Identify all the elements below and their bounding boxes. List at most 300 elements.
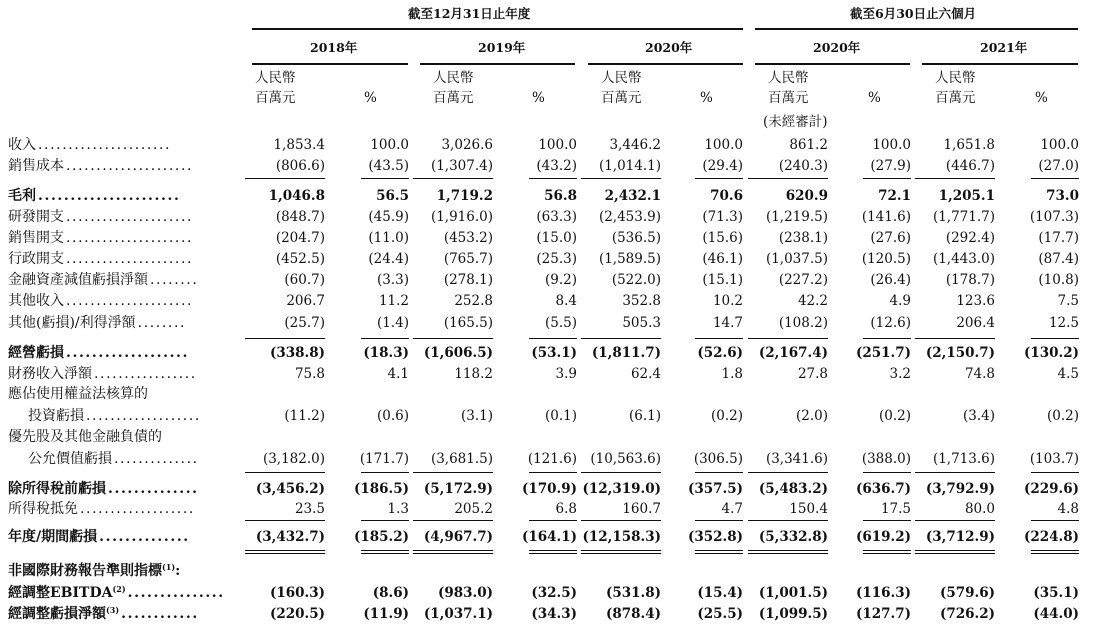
percent-cell: 4.7 <box>721 501 743 517</box>
amount-cell: (338.8) <box>269 345 325 361</box>
amount-cell: (1,219.5) <box>765 209 828 225</box>
amount-cell: (108.2) <box>778 315 828 331</box>
amount-cell: 23.5 <box>294 501 325 517</box>
percent-cell: (10.8) <box>1038 272 1079 288</box>
percent-cell: (0.2) <box>1046 408 1079 424</box>
amount-cell: (3,792.9) <box>925 481 995 497</box>
amount-cell: (5,332.8) <box>758 529 828 545</box>
column-rule <box>1031 338 1079 339</box>
row-label <box>8 158 193 174</box>
percent-cell: (8.6) <box>372 585 409 601</box>
amount-cell: (25.7) <box>284 315 325 331</box>
year-rule-2021-h1 <box>922 63 1078 65</box>
column-rule <box>245 550 325 551</box>
amount-cell: (1,771.7) <box>932 209 995 225</box>
row-label-text: 其他收入 <box>8 293 64 309</box>
row-label <box>8 606 199 622</box>
amount-cell: 80.0 <box>964 501 995 517</box>
amount-cell: (238.1) <box>778 230 828 246</box>
column-rule <box>581 520 661 521</box>
percent-cell: (53.1) <box>531 345 577 361</box>
percent-cell: (27.6) <box>870 230 911 246</box>
row-label-text: 經調整EBITDA <box>8 585 113 601</box>
header-rule-six-month <box>755 28 1078 30</box>
percent-cell: (43.5) <box>368 158 409 174</box>
percent-cell: 56.8 <box>544 188 577 204</box>
percent-cell: 1.8 <box>721 366 743 382</box>
amount-cell: (579.6) <box>939 585 995 601</box>
amount-cell: 352.8 <box>622 293 661 309</box>
percent-cell: (121.6) <box>527 451 577 467</box>
column-double-rule <box>245 553 325 554</box>
amount-cell: (165.5) <box>443 315 493 331</box>
percent-cell: (17.7) <box>1038 230 1079 246</box>
percent-cell: 73.0 <box>1046 188 1079 204</box>
leader-dots: .............. <box>99 529 190 545</box>
percent-cell: (229.6) <box>1023 481 1079 497</box>
unit-millions-label: 百萬元 <box>255 90 296 106</box>
amount-cell: (178.7) <box>945 272 995 288</box>
column-rule <box>863 338 911 339</box>
percent-cell: (3.3) <box>376 272 409 288</box>
amount-cell: (3,456.2) <box>255 481 325 497</box>
percent-cell: (164.1) <box>521 529 577 545</box>
column-rule <box>529 338 577 339</box>
percent-cell: 100.0 <box>1040 137 1079 153</box>
percent-cell: (15.4) <box>697 585 743 601</box>
column-rule <box>748 178 828 179</box>
year-header-2019: 2019年 <box>478 40 526 55</box>
leader-dots: ..................... <box>66 209 194 225</box>
unit-percent-label: % <box>364 90 377 106</box>
unit-currency-label: 人民幣 <box>433 70 474 86</box>
amount-cell: (6.1) <box>628 408 661 424</box>
unit-currency-label: 人民幣 <box>255 70 296 86</box>
percent-cell: 72.1 <box>878 188 911 204</box>
amount-cell: 118.2 <box>454 366 493 382</box>
amount-cell: (446.7) <box>945 158 995 174</box>
row-label <box>28 408 201 424</box>
percent-cell: 1.3 <box>387 501 409 517</box>
amount-cell: (10,563.6) <box>590 451 661 467</box>
row-label-text: 金融資產減值虧損淨額 <box>8 272 148 288</box>
row-label-text: 非國際財務報告準則指標 <box>8 563 162 579</box>
amount-cell: 150.4 <box>789 501 828 517</box>
amount-cell: (1,037.1) <box>423 606 493 622</box>
percent-cell: 4.9 <box>889 293 911 309</box>
column-rule <box>581 178 661 179</box>
column-rule <box>1031 178 1079 179</box>
column-rule <box>413 338 493 339</box>
amount-cell: (1,037.5) <box>765 251 828 267</box>
year-rule-2020-h1 <box>755 63 910 65</box>
column-rule <box>915 178 995 179</box>
amount-cell: (806.6) <box>275 158 325 174</box>
leader-dots: ..................... <box>66 293 194 309</box>
amount-cell: (2.0) <box>795 408 828 424</box>
row-label-text: 研發開支 <box>8 209 64 225</box>
percent-cell: 100.0 <box>704 137 743 153</box>
row-label-text: 優先股及其他金融負債的 <box>8 429 162 445</box>
percent-cell: (34.3) <box>531 606 577 622</box>
percent-cell: (32.5) <box>531 585 577 601</box>
column-rule <box>413 520 493 521</box>
column-rule <box>915 550 995 551</box>
leader-dots: ............ <box>121 606 199 622</box>
column-rule <box>748 338 828 339</box>
percent-cell: (27.0) <box>1038 158 1079 174</box>
amount-cell: (1,811.7) <box>591 345 661 361</box>
percent-cell: (130.2) <box>1023 345 1079 361</box>
percent-cell: (0.2) <box>710 408 743 424</box>
unit-percent-label: % <box>1035 90 1048 106</box>
amount-cell: (1,001.5) <box>758 585 828 601</box>
unit-millions-label: 百萬元 <box>935 90 976 106</box>
column-rule <box>413 550 493 551</box>
percent-cell: (141.6) <box>861 209 911 225</box>
column-rule <box>1031 550 1079 551</box>
amount-cell: (726.2) <box>939 606 995 622</box>
column-rule <box>695 338 743 339</box>
amount-cell: (3,341.6) <box>765 451 828 467</box>
row-label <box>8 429 162 445</box>
amount-cell: (240.3) <box>778 158 828 174</box>
leader-dots: .............. <box>114 451 199 467</box>
amount-cell: (3.4) <box>962 408 995 424</box>
column-rule <box>245 472 325 473</box>
percent-cell: (186.5) <box>353 481 409 497</box>
amount-cell: (1,099.5) <box>758 606 828 622</box>
percent-cell: (24.4) <box>368 251 409 267</box>
percent-cell: 14.7 <box>712 315 743 331</box>
amount-cell: 27.8 <box>797 366 828 382</box>
column-double-rule <box>695 553 743 554</box>
amount-cell: (536.5) <box>611 230 661 246</box>
leader-dots: .............. <box>108 481 199 497</box>
percent-cell: (107.3) <box>1029 209 1079 225</box>
amount-cell: 1,719.2 <box>436 188 493 204</box>
column-rule <box>529 472 577 473</box>
amount-cell: (522.0) <box>611 272 661 288</box>
percent-cell: 10.2 <box>712 293 743 309</box>
column-rule <box>529 520 577 521</box>
amount-cell: (3,182.0) <box>262 451 325 467</box>
percent-cell: 3.2 <box>889 366 911 382</box>
percent-cell: (306.5) <box>693 451 743 467</box>
percent-cell: (0.6) <box>376 408 409 424</box>
row-label <box>8 272 198 288</box>
unit-currency-label: 人民幣 <box>601 70 642 86</box>
percent-cell: (0.1) <box>544 408 577 424</box>
leader-dots: ................... <box>86 408 201 424</box>
row-label-text: 財務收入淨額 <box>8 366 92 382</box>
footnote-marker: (2) <box>112 584 126 594</box>
amount-cell: (3,712.9) <box>925 529 995 545</box>
column-rule <box>695 550 743 551</box>
row-label <box>28 451 199 467</box>
column-double-rule <box>748 553 828 554</box>
amount-cell: (983.0) <box>437 585 493 601</box>
amount-cell: (3.1) <box>460 408 493 424</box>
column-rule <box>245 520 325 521</box>
amount-cell: 620.9 <box>785 188 828 204</box>
amount-cell: (204.7) <box>275 230 325 246</box>
row-label <box>8 251 193 267</box>
amount-cell: (848.7) <box>275 209 325 225</box>
unit-millions-label: 百萬元 <box>601 90 642 106</box>
column-rule <box>748 472 828 473</box>
percent-cell: (11.9) <box>363 606 409 622</box>
amount-cell: 42.2 <box>797 293 828 309</box>
column-rule <box>581 472 661 473</box>
footnote-marker: (1) <box>162 562 176 572</box>
amount-cell: (1,916.0) <box>430 209 493 225</box>
row-label <box>8 386 148 402</box>
percent-cell: (9.2) <box>544 272 577 288</box>
percent-cell: (15.6) <box>702 230 743 246</box>
unit-percent-label: % <box>532 90 545 106</box>
row-label-text: 除所得稅前虧損 <box>8 481 106 497</box>
amount-cell: 3,026.6 <box>441 137 493 153</box>
amount-cell: 2,432.1 <box>604 188 661 204</box>
amount-cell: (11.2) <box>284 408 325 424</box>
percent-cell: 11.2 <box>378 293 409 309</box>
unit-currency-label: 人民幣 <box>768 70 809 86</box>
amount-cell: (278.1) <box>443 272 493 288</box>
percent-cell: 3.9 <box>555 366 577 382</box>
leader-dots: ........ <box>150 272 199 288</box>
column-double-rule <box>915 553 995 554</box>
percent-cell: (18.3) <box>363 345 409 361</box>
column-rule <box>695 520 743 521</box>
column-double-rule <box>1031 553 1079 554</box>
percent-cell: (127.7) <box>855 606 911 622</box>
leader-dots: ............... <box>127 585 225 601</box>
percent-cell: (45.9) <box>368 209 409 225</box>
unit-percent-label: % <box>868 90 881 106</box>
percent-cell: 6.8 <box>555 501 577 517</box>
percent-cell: (25.3) <box>536 251 577 267</box>
percent-cell: (224.8) <box>1023 529 1079 545</box>
column-rule <box>748 550 828 551</box>
year-header-2021-h1: 2021年 <box>980 40 1028 55</box>
amount-cell: (765.7) <box>443 251 493 267</box>
row-label-text: 公允價值虧損 <box>28 451 112 467</box>
percent-cell: (5.5) <box>544 315 577 331</box>
column-rule <box>695 178 743 179</box>
header-group-full-year: 截至12月31日止年度 <box>408 6 531 21</box>
percent-cell: (71.3) <box>702 209 743 225</box>
row-label-text: 銷售成本 <box>8 158 64 174</box>
amount-cell: (12,319.0) <box>582 481 661 497</box>
row-label-suffix: : <box>175 563 181 579</box>
percent-cell: (52.6) <box>697 345 743 361</box>
amount-cell: 252.8 <box>454 293 493 309</box>
year-header-2020-h1: 2020年 <box>813 40 861 55</box>
percent-cell: (12.6) <box>870 315 911 331</box>
amount-cell: 861.2 <box>789 137 828 153</box>
leader-dots: ................. <box>94 366 197 382</box>
row-label <box>8 481 199 497</box>
amount-cell: (227.2) <box>778 272 828 288</box>
percent-cell: 56.5 <box>376 188 409 204</box>
column-rule <box>361 550 409 551</box>
column-rule <box>529 178 577 179</box>
percent-cell: (388.0) <box>861 451 911 467</box>
percent-cell: 100.0 <box>872 137 911 153</box>
row-label-text: 收入 <box>8 137 36 153</box>
percent-cell: 70.6 <box>710 188 743 204</box>
percent-cell: (15.1) <box>702 272 743 288</box>
percent-cell: 12.5 <box>1048 315 1079 331</box>
percent-cell: (116.3) <box>855 585 911 601</box>
amount-cell: (1,713.6) <box>932 451 995 467</box>
unit-millions-label: 百萬元 <box>768 90 809 106</box>
amount-cell: (220.5) <box>269 606 325 622</box>
column-double-rule <box>863 553 911 554</box>
column-rule <box>529 550 577 551</box>
leader-dots: ........ <box>137 315 187 331</box>
percent-cell: (11.0) <box>368 230 409 246</box>
column-double-rule <box>529 553 577 554</box>
percent-cell: (103.7) <box>1029 451 1079 467</box>
row-label <box>8 529 190 545</box>
percent-cell: (25.5) <box>697 606 743 622</box>
header-rule-full-year <box>252 28 743 30</box>
amount-cell: (531.8) <box>605 585 661 601</box>
row-label <box>8 366 197 382</box>
amount-cell: 206.7 <box>286 293 325 309</box>
amount-cell: 1,046.8 <box>268 188 325 204</box>
year-rule-2019 <box>420 63 575 65</box>
percent-cell: (43.2) <box>536 158 577 174</box>
amount-cell: (453.2) <box>443 230 493 246</box>
amount-cell: (12,158.3) <box>582 529 661 545</box>
amount-cell: (60.7) <box>284 272 325 288</box>
row-label-text: 毛利 <box>8 188 36 204</box>
leader-dots: ..................... <box>66 251 194 267</box>
leader-dots: ................... <box>66 345 190 361</box>
row-label <box>8 563 180 579</box>
row-label-text: 銷售開支 <box>8 230 64 246</box>
amount-cell: (5,483.2) <box>758 481 828 497</box>
percent-cell: 4.5 <box>1057 366 1079 382</box>
row-label-text: 其他(虧損)/利得淨額 <box>8 315 136 331</box>
column-double-rule <box>361 553 409 554</box>
column-rule <box>1031 520 1079 521</box>
percent-cell: (185.2) <box>353 529 409 545</box>
column-rule <box>748 520 828 521</box>
amount-cell: (1,606.5) <box>423 345 493 361</box>
column-rule <box>863 472 911 473</box>
row-label <box>8 315 186 331</box>
column-rule <box>915 472 995 473</box>
column-rule <box>413 472 493 473</box>
amount-cell: 74.8 <box>964 366 995 382</box>
row-label-text: 經調整虧損淨額 <box>8 606 106 622</box>
row-label-text: 投資虧損 <box>28 408 84 424</box>
row-label <box>8 501 195 517</box>
year-rule-2018 <box>252 63 408 65</box>
amount-cell: 160.7 <box>622 501 661 517</box>
amount-cell: (1,589.5) <box>598 251 661 267</box>
header-group-six-month: 截至6月30日止六個月 <box>850 6 977 21</box>
column-rule <box>361 178 409 179</box>
percent-cell: (26.4) <box>870 272 911 288</box>
unit-percent-label: % <box>700 90 713 106</box>
column-rule <box>245 338 325 339</box>
amount-cell: (160.3) <box>269 585 325 601</box>
year-header-2020: 2020年 <box>645 40 693 55</box>
amount-cell: (1,443.0) <box>932 251 995 267</box>
amount-cell: 505.3 <box>622 315 661 331</box>
percent-cell: (619.2) <box>855 529 911 545</box>
year-rule-2020 <box>588 63 743 65</box>
column-rule <box>581 338 661 339</box>
amount-cell: (1,307.4) <box>430 158 493 174</box>
amount-cell: 1,651.8 <box>943 137 995 153</box>
column-rule <box>1031 472 1079 473</box>
column-double-rule <box>413 553 493 554</box>
footnote-marker: (3) <box>106 605 120 615</box>
amount-cell: 1,205.1 <box>938 188 995 204</box>
row-label <box>8 585 225 601</box>
percent-cell: 17.5 <box>880 501 911 517</box>
column-rule <box>915 338 995 339</box>
percent-cell: (27.9) <box>870 158 911 174</box>
amount-cell: 3,446.2 <box>609 137 661 153</box>
amount-cell: (3,681.5) <box>430 451 493 467</box>
amount-cell: 75.8 <box>294 366 325 382</box>
amount-cell: 206.4 <box>956 315 995 331</box>
leader-dots: ..................... <box>66 230 194 246</box>
row-label-text: 年度/期間虧損 <box>8 529 98 545</box>
column-rule <box>245 178 325 179</box>
percent-cell: (29.4) <box>702 158 743 174</box>
percent-cell: (357.5) <box>687 481 743 497</box>
percent-cell: (46.1) <box>702 251 743 267</box>
percent-cell: 4.1 <box>387 366 409 382</box>
percent-cell: (120.5) <box>861 251 911 267</box>
column-rule <box>361 472 409 473</box>
row-label <box>8 188 180 204</box>
row-label <box>8 230 193 246</box>
column-rule <box>863 550 911 551</box>
amount-cell: (2,167.4) <box>758 345 828 361</box>
amount-cell: (2,453.9) <box>598 209 661 225</box>
amount-cell: 123.6 <box>956 293 995 309</box>
percent-cell: 100.0 <box>370 137 409 153</box>
leader-dots: ...................... <box>38 137 172 153</box>
amount-cell: 1,853.4 <box>273 137 325 153</box>
percent-cell: (63.3) <box>536 209 577 225</box>
column-double-rule <box>581 553 661 554</box>
leader-dots: ...................... <box>38 188 181 204</box>
leader-dots: ................... <box>80 501 195 517</box>
row-label <box>8 293 193 309</box>
percent-cell: (251.7) <box>855 345 911 361</box>
leader-dots: ..................... <box>66 158 194 174</box>
amount-cell: (5,172.9) <box>423 481 493 497</box>
percent-cell: 4.8 <box>1057 501 1079 517</box>
column-rule <box>361 338 409 339</box>
amount-cell: 205.2 <box>454 501 493 517</box>
percent-cell: (87.4) <box>1038 251 1079 267</box>
row-label-text: 所得稅抵免 <box>8 501 78 517</box>
percent-cell: 100.0 <box>538 137 577 153</box>
amount-cell: (3,432.7) <box>255 529 325 545</box>
unit-millions-label: 百萬元 <box>433 90 474 106</box>
